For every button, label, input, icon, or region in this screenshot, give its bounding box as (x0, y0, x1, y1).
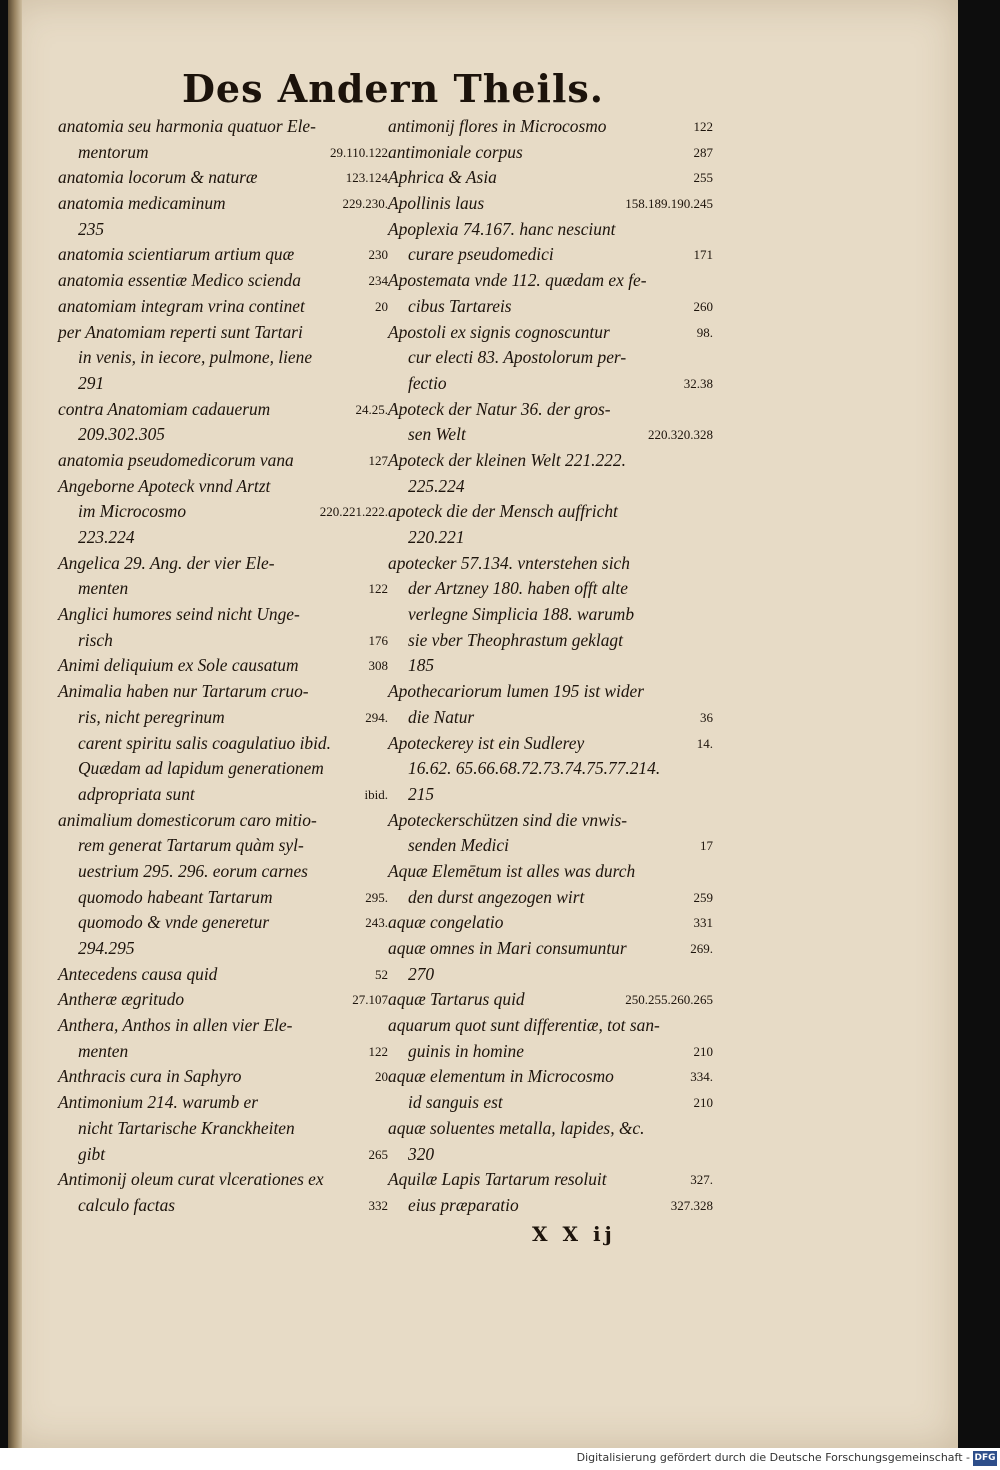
entry-text: mentorum (78, 141, 149, 162)
entry-text: anatomia pseudomedicorum vana (58, 449, 294, 470)
entry-text: quomodo & vnde generetur (78, 912, 270, 933)
entry-text: aquæ soluentes metalla, lapides, &c. (388, 1117, 645, 1138)
entry-page-refs: 171 (693, 247, 713, 263)
entry-page-refs: 210 (693, 1095, 713, 1111)
entry-text: Anthracis cura in Saphyro (58, 1066, 242, 1087)
index-entry (388, 1116, 713, 1142)
entry-page-refs: 265 (368, 1146, 388, 1162)
entry-text: Apostemata vnde 112. quædam ex fe- (388, 270, 647, 291)
entry-page-refs: 308 (368, 658, 388, 674)
index-entry (388, 1039, 713, 1065)
index-entry (58, 294, 388, 320)
entry-text: calculo factas (78, 1194, 176, 1215)
index-entry (388, 499, 713, 525)
index-entry (58, 731, 388, 757)
index-entry (388, 268, 713, 294)
index-entry (58, 242, 388, 268)
index-entry (388, 1167, 713, 1193)
index-entry (388, 808, 713, 834)
entry-text: den durst angezogen wirt (408, 886, 585, 907)
index-entry (58, 371, 388, 397)
entry-page-refs: 332 (368, 1197, 388, 1213)
entry-text: Angeborne Apoteck vnnd Artzt (58, 475, 271, 496)
index-entry (58, 602, 388, 628)
entry-page-refs: 234 (368, 273, 388, 289)
entry-text: aquarum quot sunt differentiæ, tot san- (388, 1015, 660, 1036)
index-entry (388, 345, 713, 371)
entry-text: aquæ elementum in Microcosmo (388, 1066, 614, 1087)
index-entry (58, 499, 388, 525)
entry-text: Apoteckerey ist ein Sudlerey (388, 732, 585, 753)
entry-text: risch (78, 629, 113, 650)
entry-text: aquæ omnes in Mari consumuntur (388, 938, 627, 958)
entry-text: senden Medici (408, 835, 509, 856)
entry-text: id sanguis est (408, 1092, 503, 1113)
entry-page-refs: 259 (693, 889, 713, 905)
entry-page-refs: 331 (693, 915, 713, 931)
entry-text: 220.221 (408, 527, 465, 547)
entry-page-refs: 98. (696, 324, 713, 340)
index-entry (58, 114, 388, 140)
index-entry (388, 165, 713, 191)
index-entry (388, 1064, 713, 1090)
index-entry (58, 525, 388, 551)
entry-text: verlegne Simplicia 188. warumb (408, 604, 635, 625)
entry-text: fectio (408, 372, 447, 393)
index-entry (388, 1090, 713, 1116)
entry-page-refs: 255 (693, 170, 713, 186)
index-entry (58, 397, 388, 423)
index-entry (58, 987, 388, 1013)
index-entry (58, 653, 388, 679)
entry-page-refs: 122 (693, 119, 713, 134)
entry-page-refs: 52 (375, 966, 388, 982)
entry-text: Apostoli ex signis cognoscuntur (388, 321, 610, 342)
entry-text: rem generat Tartarum quàm syl- (78, 835, 304, 856)
entry-page-refs: 32.38 (683, 375, 713, 391)
entry-text: guinis in homine (408, 1040, 524, 1061)
index-entry (58, 679, 388, 705)
entry-page-refs: 287 (693, 144, 713, 160)
entry-text: Apoteck der Natur 36. der gros- (388, 398, 611, 419)
entry-text: anatomia essentiæ Medico scienda (58, 270, 301, 291)
index-entry (58, 191, 388, 217)
index-entry (58, 1013, 388, 1039)
entry-text: Antecedens causa quid (58, 963, 218, 984)
index-entry (58, 165, 388, 191)
entry-page-refs: 24.25. (355, 401, 388, 417)
entry-text: Antimonij oleum curat vlcerationes ex (58, 1169, 324, 1190)
index-entry (388, 782, 713, 808)
entry-text: anatomiam integram vrina continet (58, 295, 305, 316)
entry-text: die Natur (408, 706, 475, 727)
index-entry (58, 628, 388, 654)
entry-text: Antimonium 214. warumb er (58, 1092, 258, 1113)
entry-text: sie vber Theophrastum geklagt (408, 629, 623, 650)
index-entry (388, 474, 713, 500)
dfg-logo: DFG (973, 1451, 997, 1466)
entry-text: uestrium 295. 296. eorum carnes (78, 860, 308, 881)
entry-page-refs: 295. (365, 889, 388, 905)
entry-page-refs: 220.320.328 (648, 427, 713, 443)
index-entry (58, 1142, 388, 1168)
entry-text: 223.224 (78, 527, 135, 547)
funding-credit: Digitalisierung gefördert durch die Deutsche Forschungsgemeinschaft - (576, 1451, 970, 1464)
index-entry (58, 756, 388, 782)
entry-text: 235 (78, 218, 105, 239)
index-entry (388, 628, 713, 654)
entry-text: Apothecariorum lumen 195 ist wider (388, 681, 645, 702)
entry-page-refs: 36 (700, 709, 713, 725)
entry-page-refs: 250.255.260.265 (625, 992, 713, 1008)
entry-text: carent spiritu salis coagulatiuo ibid. (78, 732, 331, 753)
index-entry (58, 1167, 388, 1193)
entry-text: cur electi 83. Apostolorum per- (408, 347, 627, 368)
entry-text: 320 (408, 1143, 435, 1164)
entry-page-refs: 260 (693, 298, 713, 314)
entry-text: 16.62. 65.66.68.72.73.74.75.77.214. (408, 758, 661, 779)
index-entry (58, 1064, 388, 1090)
index-entry (58, 217, 388, 243)
entry-text: Aquilæ Lapis Tartarum resoluit (388, 1169, 607, 1190)
entry-text: Apoteck der kleinen Welt 221.222. (388, 449, 626, 470)
index-entry (388, 320, 713, 346)
index-entry (388, 987, 713, 1013)
entry-text: in venis, in iecore, pulmone, liene (78, 347, 313, 368)
index-entry (58, 962, 388, 988)
entry-page-refs: 122 (368, 581, 388, 597)
index-entry (58, 1193, 388, 1219)
index-entry (388, 1142, 713, 1168)
index-entry (58, 1039, 388, 1065)
footer-bar (0, 1448, 1000, 1470)
index-entry (388, 962, 713, 988)
index-entry (388, 525, 713, 551)
index-entry (58, 1116, 388, 1142)
entry-text: eius præparatio (408, 1194, 519, 1215)
entry-text: Animalia haben nur Tartarum cruo- (58, 681, 309, 702)
index-entry (58, 1090, 388, 1116)
index-entry (388, 191, 713, 217)
index-column-left (58, 114, 388, 1219)
entry-text: curare pseudomedici (408, 244, 554, 265)
entry-text: Animi deliquium ex Sole causatum (58, 655, 299, 676)
entry-text: anatomia medicaminum (58, 193, 226, 214)
index-entry (58, 140, 388, 166)
index-entry (388, 140, 713, 166)
index-entry (388, 294, 713, 320)
index-entry (388, 422, 713, 448)
index-entry (58, 345, 388, 371)
entry-text: 225.224 (408, 475, 465, 496)
entry-page-refs: 158.189.190.245 (625, 196, 713, 212)
index-entry (58, 782, 388, 808)
index-entry (388, 371, 713, 397)
entry-page-refs: 123.124 (345, 170, 388, 186)
index-entry (58, 320, 388, 346)
entry-text: Apoplexia 74.167. hanc nesciunt (388, 218, 616, 239)
entry-text: quomodo habeant Tartarum (78, 886, 273, 907)
index-entry (58, 808, 388, 834)
entry-text: Quædam ad lapidum generationem (78, 758, 324, 779)
entry-text: anatomia seu harmonia quatuor Ele- (58, 116, 316, 136)
index-entry (388, 1193, 713, 1219)
entry-text: Angelica 29. Ang. der vier Ele- (58, 552, 275, 573)
entry-text: Aquæ Elemētum ist alles was durch (388, 860, 636, 881)
entry-text: menten (78, 578, 129, 599)
index-entry (58, 448, 388, 474)
entry-page-refs: 229.230. (342, 196, 388, 212)
entry-text: antimoniale corpus (388, 141, 523, 162)
entry-page-refs: 176 (368, 632, 388, 648)
index-entry (58, 551, 388, 577)
index-entry (388, 756, 713, 782)
entry-page-refs: 14. (696, 735, 713, 751)
index-entry (388, 705, 713, 731)
index-entry (388, 397, 713, 423)
entry-text: 209.302.305 (78, 424, 165, 445)
index-entry (58, 705, 388, 731)
entry-text: ris, nicht peregrinum (78, 706, 225, 727)
index-entry (388, 448, 713, 474)
entry-page-refs: 327.328 (670, 1197, 713, 1213)
index-entry (388, 910, 713, 936)
index-entry (388, 885, 713, 911)
entry-text: contra Anatomiam cadauerum (58, 398, 271, 419)
index-entry (388, 114, 713, 140)
entry-text: apotecker 57.134. vnterstehen sich (388, 552, 630, 573)
index-entry (58, 268, 388, 294)
entry-text: anatomia scientiarum artium quæ (58, 244, 295, 265)
index-entry (58, 576, 388, 602)
entry-text: 185 (408, 655, 435, 676)
entry-text: aquæ Tartarus quid (388, 989, 525, 1010)
entry-text: 215 (408, 783, 435, 804)
entry-text: apoteck die der Mensch auffricht (388, 501, 618, 522)
entry-text: Aphrica & Asia (388, 167, 497, 188)
entry-page-refs: 269. (690, 941, 713, 956)
page-spine-edge (8, 0, 22, 1448)
index-entry (58, 833, 388, 859)
entry-text: cibus Tartareis (408, 295, 512, 316)
entry-page-refs: 122 (368, 1043, 388, 1059)
entry-text: Apoteckerschützen sind die vnwis- (388, 809, 628, 830)
index-entry (58, 910, 388, 936)
entry-page-refs: 230 (368, 247, 388, 263)
entry-text: 291 (78, 372, 105, 393)
entry-page-refs: 29.110.122 (329, 144, 388, 160)
index-entry (388, 731, 713, 757)
index-entry (388, 936, 713, 962)
entry-text: adpropriata sunt (78, 783, 195, 804)
signature-mark: X X ij (532, 1222, 616, 1246)
entry-text: anatomia locorum & naturæ (58, 167, 258, 188)
entry-text: 270 (408, 963, 435, 984)
entry-page-refs: 127 (368, 452, 388, 468)
index-entry (388, 859, 713, 885)
index-entry (388, 242, 713, 268)
entry-page-refs: 327. (690, 1172, 713, 1188)
index-column-right (388, 114, 713, 1219)
index-entry (388, 602, 713, 628)
index-entry (58, 859, 388, 885)
index-entry (58, 474, 388, 500)
index-entry (388, 551, 713, 577)
entry-page-refs: 17 (700, 838, 713, 854)
entry-page-refs: ibid. (364, 786, 388, 802)
entry-text: Apollinis laus (388, 193, 485, 214)
index-entry (388, 217, 713, 243)
page-header: Des Andern Theils. (181, 66, 605, 111)
entry-text: der Artzney 180. haben offt alte (408, 578, 628, 599)
entry-text: Anthera, Anthos in allen vier Ele- (58, 1015, 293, 1036)
index-entry (58, 422, 388, 448)
entry-text: 294.295 (78, 938, 135, 958)
entry-page-refs: 220.221.222. (319, 504, 388, 520)
index-entry (388, 653, 713, 679)
entry-page-refs: 294. (365, 709, 388, 725)
entry-text: Anglici humores seind nicht Unge- (58, 604, 300, 625)
entry-text: menten (78, 1040, 129, 1061)
entry-text: Antheræ ægritudo (58, 989, 185, 1010)
entry-page-refs: 210 (693, 1043, 713, 1059)
entry-text: antimonij flores in Microcosmo (388, 116, 607, 136)
index-entry (58, 936, 388, 962)
index-entry (388, 833, 713, 859)
index-entry (58, 885, 388, 911)
entry-page-refs: 20 (375, 1069, 388, 1085)
index-entry (388, 576, 713, 602)
entry-text: nicht Tartarische Kranckheiten (78, 1117, 295, 1138)
index-entry (388, 679, 713, 705)
entry-text: gibt (78, 1143, 106, 1164)
entry-text: per Anatomiam reperti sunt Tartari (58, 321, 303, 342)
entry-page-refs: 334. (690, 1069, 713, 1085)
index-entry (388, 1013, 713, 1039)
entry-text: aquæ congelatio (388, 912, 504, 933)
entry-page-refs: 27.107 (352, 992, 388, 1008)
entry-page-refs: 20 (375, 298, 388, 314)
entry-text: animalium domesticorum caro mitio- (58, 809, 317, 830)
entry-text: im Microcosmo (78, 501, 187, 522)
entry-page-refs: 243. (365, 915, 388, 931)
entry-text: sen Welt (408, 424, 466, 445)
